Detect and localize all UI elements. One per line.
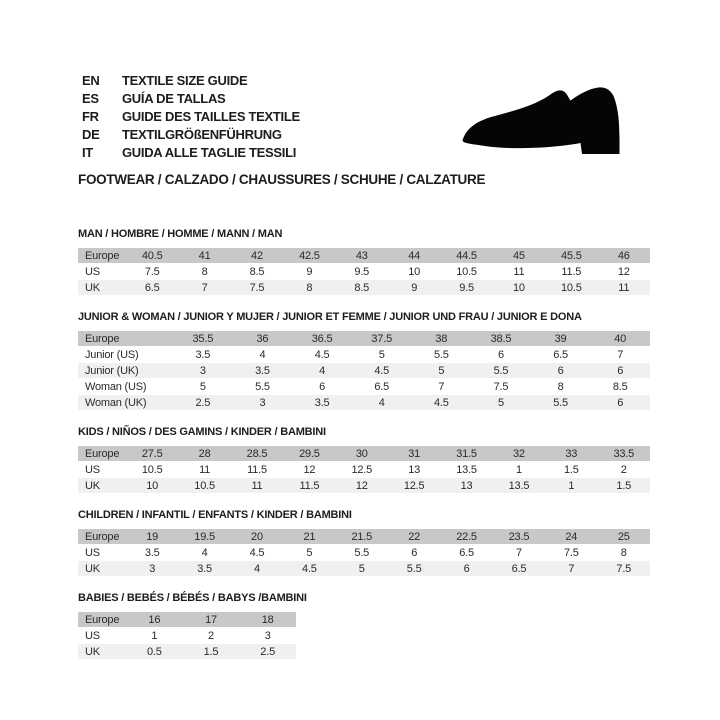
size-cell: 10.5: [178, 478, 230, 494]
language-list: [82, 71, 300, 161]
language-row: [82, 125, 300, 143]
size-cell: 7: [178, 280, 230, 296]
size-cell: 3: [126, 561, 178, 577]
size-cell: 4.5: [231, 545, 283, 561]
size-cell: 2: [183, 628, 240, 644]
size-cell: 9: [283, 264, 335, 280]
size-cell: 10.5: [545, 280, 597, 296]
table-row: [78, 395, 650, 411]
size-cell: 21.5: [336, 529, 388, 545]
size-cell: 33.5: [598, 446, 650, 462]
size-cell: 6: [388, 545, 440, 561]
size-cell: 8: [178, 264, 230, 280]
language-row: [82, 89, 300, 107]
size-cell: 19.5: [178, 529, 230, 545]
size-cell: 6: [440, 561, 492, 577]
size-cell: 2.5: [173, 395, 233, 411]
table-row: [78, 561, 650, 577]
size-cell: 43: [336, 248, 388, 264]
size-cell: 7: [493, 545, 545, 561]
language-label: GUIDA ALLE TAGLIE TESSILI: [122, 144, 297, 160]
size-cell: 40.5: [126, 248, 178, 264]
table-row: [78, 462, 650, 478]
language-code: FR: [82, 108, 99, 124]
size-cell: 27.5: [126, 446, 178, 462]
table-row: [78, 545, 650, 561]
size-cell: 13.5: [493, 478, 545, 494]
size-cell: 16: [126, 612, 183, 628]
size-tables: [78, 222, 650, 660]
size-cell: 6: [292, 379, 352, 395]
size-cell: 10.5: [440, 264, 492, 280]
size-cell: 42: [231, 248, 283, 264]
row-label: Europe: [78, 529, 126, 545]
size-cell: 5: [336, 561, 388, 577]
size-cell: 11.5: [231, 462, 283, 478]
size-cell: 3.5: [173, 347, 233, 363]
size-cell: 33: [545, 446, 597, 462]
size-cell: 7: [412, 379, 472, 395]
size-cell: 7: [590, 347, 650, 363]
size-cell: 5: [471, 395, 531, 411]
size-cell: 7.5: [471, 379, 531, 395]
size-cell: 5: [412, 363, 472, 379]
size-cell: 12: [598, 264, 650, 280]
size-cell: 4.5: [352, 363, 412, 379]
table-row: [78, 446, 650, 462]
size-cell: 25: [598, 529, 650, 545]
row-label: US: [78, 462, 126, 478]
size-table: [78, 612, 296, 660]
language-code: EN: [82, 72, 100, 88]
size-cell: 10: [388, 264, 440, 280]
size-cell: 10: [126, 478, 178, 494]
size-cell: 5: [352, 347, 412, 363]
size-cell: 8.5: [590, 379, 650, 395]
size-cell: 12: [336, 478, 388, 494]
size-table: [78, 446, 650, 494]
size-cell: 3.5: [178, 561, 230, 577]
table-row: [78, 612, 296, 628]
size-cell: 7.5: [126, 264, 178, 280]
size-cell: 36: [233, 331, 293, 347]
size-cell: 3: [239, 628, 296, 644]
size-cell: 4: [233, 347, 293, 363]
language-label: TEXTILGRÖßENFÜHRUNG: [122, 126, 282, 142]
table-title: JUNIOR & WOMAN / JUNIOR Y MUJER / JUNIOR ET FEMME / JUNIOR UND FRAU / JUNIOR E DONA: [78, 311, 582, 323]
table-row: [78, 379, 650, 395]
size-cell: 38: [412, 331, 472, 347]
size-table: [78, 529, 650, 577]
size-cell: 2.5: [239, 644, 296, 660]
size-cell: 42.5: [283, 248, 335, 264]
size-cell: 12.5: [388, 478, 440, 494]
size-cell: 11: [493, 264, 545, 280]
language-row: [82, 107, 300, 125]
size-cell: 13: [440, 478, 492, 494]
size-cell: 6.5: [352, 379, 412, 395]
table-row: [78, 478, 650, 494]
size-cell: 5.5: [233, 379, 293, 395]
row-label: US: [78, 628, 126, 644]
size-cell: 7.5: [231, 280, 283, 296]
size-cell: 6: [471, 347, 531, 363]
size-cell: 22: [388, 529, 440, 545]
row-label: UK: [78, 280, 126, 296]
row-label: UK: [78, 478, 126, 494]
size-cell: 8: [598, 545, 650, 561]
size-cell: 8: [531, 379, 591, 395]
size-cell: 5.5: [388, 561, 440, 577]
shoe-silhouette-svg: [455, 84, 647, 160]
size-cell: 29.5: [283, 446, 335, 462]
size-cell: 5.5: [471, 363, 531, 379]
size-cell: 1.5: [183, 644, 240, 660]
size-cell: 5.5: [336, 545, 388, 561]
size-cell: 21: [283, 529, 335, 545]
table-title: KIDS / NIÑOS / DES GAMINS / KINDER / BAMBINI: [78, 426, 326, 438]
size-cell: 7.5: [545, 545, 597, 561]
size-cell: 23.5: [493, 529, 545, 545]
table-row: [78, 644, 296, 660]
row-label: Europe: [78, 446, 126, 462]
size-cell: 46: [598, 248, 650, 264]
row-label: UK: [78, 644, 126, 660]
size-cell: 6.5: [493, 561, 545, 577]
size-cell: 17: [183, 612, 240, 628]
size-cell: 44: [388, 248, 440, 264]
size-cell: 11: [178, 462, 230, 478]
row-label: US: [78, 264, 126, 280]
size-cell: 13.5: [440, 462, 492, 478]
row-label: UK: [78, 561, 126, 577]
size-cell: 7: [545, 561, 597, 577]
size-cell: 10: [493, 280, 545, 296]
size-table-section: [78, 592, 650, 660]
size-cell: 3: [173, 363, 233, 379]
size-cell: 30: [336, 446, 388, 462]
size-cell: 41: [178, 248, 230, 264]
size-cell: 4: [231, 561, 283, 577]
size-cell: 20: [231, 529, 283, 545]
size-cell: 6: [590, 395, 650, 411]
table-title: MAN / HOMBRE / HOMME / MANN / MAN: [78, 228, 283, 240]
language-code: DE: [82, 126, 100, 142]
table-row: [78, 264, 650, 280]
size-cell: 45.5: [545, 248, 597, 264]
table-row: [78, 248, 650, 264]
table-row: [78, 628, 296, 644]
shoe-icon: [455, 84, 647, 160]
size-cell: 40: [590, 331, 650, 347]
size-cell: 1: [545, 478, 597, 494]
size-cell: 1.5: [545, 462, 597, 478]
size-cell: 44.5: [440, 248, 492, 264]
size-cell: 4: [292, 363, 352, 379]
size-cell: 9.5: [336, 264, 388, 280]
language-label: TEXTILE SIZE GUIDE: [122, 72, 248, 88]
size-cell: 13: [388, 462, 440, 478]
size-cell: 3.5: [292, 395, 352, 411]
row-label: Junior (US): [78, 347, 173, 363]
size-cell: 28.5: [231, 446, 283, 462]
language-code: ES: [82, 90, 99, 106]
size-cell: 7.5: [598, 561, 650, 577]
size-cell: 1: [126, 628, 183, 644]
row-label: Europe: [78, 331, 173, 347]
language-row: [82, 143, 300, 161]
size-cell: 1: [493, 462, 545, 478]
size-table-section: [78, 311, 650, 411]
size-cell: 39: [531, 331, 591, 347]
table-row: [78, 280, 650, 296]
size-cell: 6.5: [126, 280, 178, 296]
table-row: [78, 331, 650, 347]
size-cell: 28: [178, 446, 230, 462]
size-cell: 11.5: [283, 478, 335, 494]
size-cell: 4.5: [292, 347, 352, 363]
size-cell: 12.5: [336, 462, 388, 478]
size-cell: 32: [493, 446, 545, 462]
size-cell: 45: [493, 248, 545, 264]
size-cell: 19: [126, 529, 178, 545]
size-cell: 38.5: [471, 331, 531, 347]
size-cell: 8.5: [336, 280, 388, 296]
size-cell: 6: [590, 363, 650, 379]
row-label: Europe: [78, 612, 126, 628]
size-cell: 11.5: [545, 264, 597, 280]
table-row: [78, 529, 650, 545]
size-cell: 10.5: [126, 462, 178, 478]
size-cell: 3.5: [233, 363, 293, 379]
row-label: Woman (UK): [78, 395, 173, 411]
row-label: Woman (US): [78, 379, 173, 395]
size-cell: 4.5: [412, 395, 472, 411]
size-cell: 4: [352, 395, 412, 411]
size-cell: 11: [598, 280, 650, 296]
size-cell: 5.5: [531, 395, 591, 411]
size-cell: 4.5: [283, 561, 335, 577]
size-cell: 11: [231, 478, 283, 494]
size-table: [78, 248, 650, 296]
size-cell: 12: [283, 462, 335, 478]
size-cell: 9.5: [440, 280, 492, 296]
size-cell: 37.5: [352, 331, 412, 347]
row-label: US: [78, 545, 126, 561]
row-label: Junior (UK): [78, 363, 173, 379]
size-table-section: [78, 228, 650, 296]
size-table-section: [78, 509, 650, 577]
size-cell: 5: [283, 545, 335, 561]
category-title: FOOTWEAR / CALZADO / CHAUSSURES / SCHUHE / CALZATURE: [78, 172, 486, 187]
size-cell: 8: [283, 280, 335, 296]
size-cell: 3: [233, 395, 293, 411]
size-cell: 36.5: [292, 331, 352, 347]
size-cell: 18: [239, 612, 296, 628]
table-row: [78, 347, 650, 363]
size-cell: 22.5: [440, 529, 492, 545]
language-label: GUIDE DES TAILLES TEXTILE: [122, 108, 300, 124]
size-cell: 6: [531, 363, 591, 379]
language-code: IT: [82, 144, 93, 160]
language-row: [82, 71, 300, 89]
size-cell: 5: [173, 379, 233, 395]
size-cell: 31.5: [440, 446, 492, 462]
size-cell: 1.5: [598, 478, 650, 494]
size-cell: 4: [178, 545, 230, 561]
table-title: BABIES / BEBÉS / BÉBÉS / BABYS /BAMBINI: [78, 592, 307, 604]
language-label: GUÍA DE TALLAS: [122, 90, 226, 106]
size-cell: 6.5: [440, 545, 492, 561]
size-cell: 3.5: [126, 545, 178, 561]
size-cell: 5.5: [412, 347, 472, 363]
size-cell: 31: [388, 446, 440, 462]
size-table: [78, 331, 650, 411]
table-title: CHILDREN / INFANTIL / ENFANTS / KINDER / BAMBINI: [78, 509, 352, 521]
size-cell: 35.5: [173, 331, 233, 347]
size-cell: 2: [598, 462, 650, 478]
size-cell: 8.5: [231, 264, 283, 280]
size-cell: 0.5: [126, 644, 183, 660]
size-cell: 6.5: [531, 347, 591, 363]
row-label: Europe: [78, 248, 126, 264]
size-cell: 9: [388, 280, 440, 296]
size-cell: 24: [545, 529, 597, 545]
table-row: [78, 363, 650, 379]
size-table-section: [78, 426, 650, 494]
